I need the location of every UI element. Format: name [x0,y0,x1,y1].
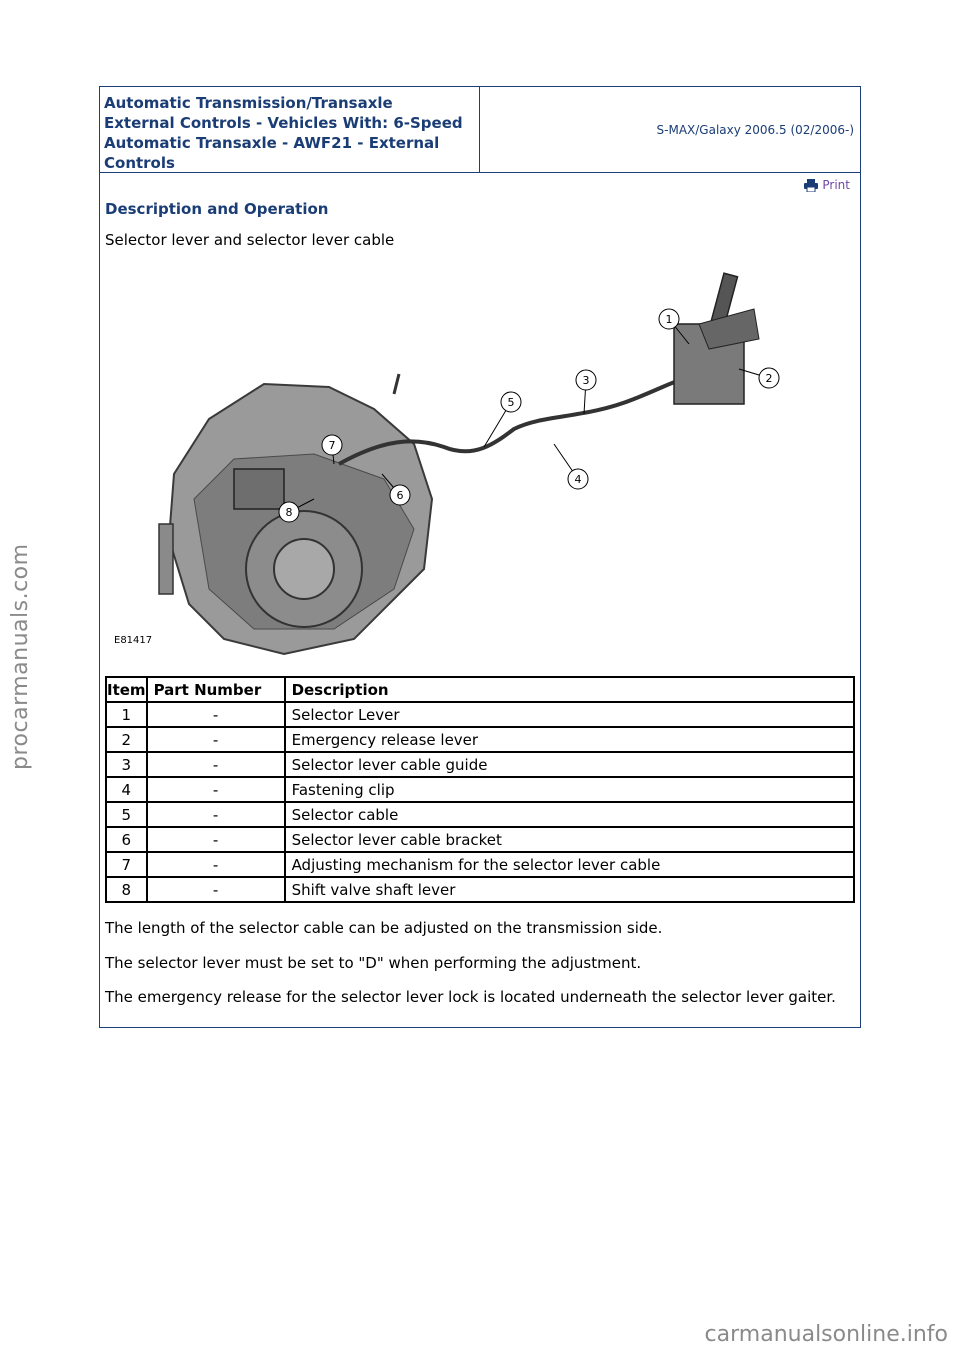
callout-label: 8 [285,506,293,519]
watermark-bottom: carmanualsonline.info [704,1322,948,1347]
header-item: Item [106,677,147,702]
document-frame [99,86,861,1028]
part-number-cell: - [147,727,285,752]
parts-table [105,676,855,903]
paragraph-emergency-release: The emergency release for the selector lever lock is located underneath the selector lever gaiter. [105,988,836,1006]
paragraph-adjustment: The length of the selector cable can be adjusted on the transmission side. [105,919,663,937]
lever-gaiter [699,309,759,349]
title-line: Automatic Transmission/Transaxle [104,94,393,112]
description-cell: Fastening clip [285,777,854,802]
callout-label: 7 [328,439,336,452]
callout-3 [576,370,596,414]
table-row [106,702,854,727]
callout-4 [554,444,588,489]
header-description: Description [285,677,854,702]
item-cell: 7 [106,852,147,877]
description-cell: Emergency release lever [285,727,854,752]
part-number-cell: - [147,752,285,777]
part-number-cell: - [147,827,285,852]
item-cell: 2 [106,727,147,752]
transmission-diagram [114,269,814,659]
part-number-cell: - [147,777,285,802]
flange [159,524,173,594]
callout-label: 5 [507,396,515,409]
table-row [106,802,854,827]
title-line: External Controls - Vehicles With: 6-Speed [104,114,463,132]
table-row [106,752,854,777]
print-button[interactable] [804,178,850,192]
description-cell: Selector cable [285,802,854,827]
description-cell: Selector lever cable guide [285,752,854,777]
callout-label: 6 [396,489,404,502]
intro-text: Selector lever and selector lever cable [105,231,395,249]
watermark-side: procarmanuals.com [8,543,33,770]
callout-label: 1 [665,313,673,326]
item-cell: 4 [106,777,147,802]
paragraph-selector-position: The selector lever must be set to "D" when performing the adjustment. [105,954,642,972]
document-header [100,87,860,173]
item-cell: 8 [106,877,147,902]
item-cell: 1 [106,702,147,727]
document-title [100,87,480,172]
callout-2 [739,368,779,388]
cable-end [394,374,399,394]
table-row [106,877,854,902]
table-row [106,727,854,752]
description-cell: Adjusting mechanism for the selector lever cable [285,852,854,877]
part-number-cell: - [147,852,285,877]
title-line: Controls [104,154,175,172]
printer-icon [804,179,818,192]
vehicle-label: S-MAX/Galaxy 2006.5 (02/2006-) [656,122,854,137]
item-cell: 3 [106,752,147,777]
table-row [106,827,854,852]
vehicle-info [480,87,860,172]
item-cell: 6 [106,827,147,852]
control-module [234,469,284,509]
table-header-row [106,677,854,702]
section-title: Description and Operation [105,200,329,218]
part-number-cell: - [147,702,285,727]
callout-label: 2 [765,372,773,385]
print-label: Print [822,178,850,192]
callout-label: 3 [582,374,590,387]
title-line: Automatic Transaxle - AWF21 - External [104,134,440,152]
description-cell: Selector lever cable bracket [285,827,854,852]
description-cell: Selector Lever [285,702,854,727]
table-row [106,852,854,877]
callout-label: 4 [574,473,582,486]
description-cell: Shift valve shaft lever [285,877,854,902]
item-cell: 5 [106,802,147,827]
housing-hub [274,539,334,599]
part-number-cell: - [147,877,285,902]
part-number-cell: - [147,802,285,827]
header-part-number: Part Number [147,677,285,702]
table-row [106,777,854,802]
figure-code: E81417 [114,635,153,646]
